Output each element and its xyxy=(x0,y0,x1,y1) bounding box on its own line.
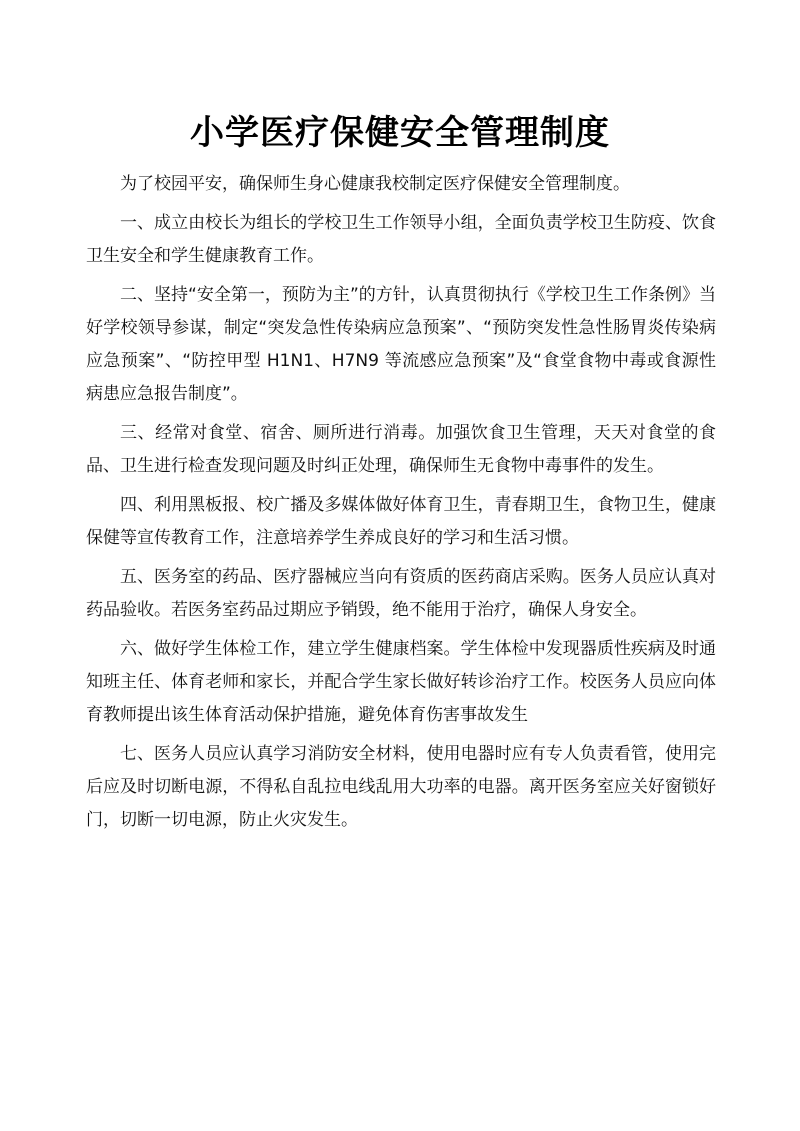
paragraph-6-physical-exam: 六、做好学生体检工作，建立学生健康档案。学生体检中发现器质性疾病及时通知班主任、体育老师和家长，并配合学生家长做好转诊治疗工作。校医务人员应向体育教师提出该生体育活动保护措施，避免体育伤害事故发生 xyxy=(86,639,716,725)
document-body xyxy=(86,168,716,843)
paragraph-7-fire-safety: 七、医务人员应认真学习消防安全材料，使用电器时应有专人负责看管，使用完后应及时切断电源，不得私自乱拉电线乱用大功率的电器。离开医务室应关好窗锁好门，切断一切电源，防止火灾发生。 xyxy=(86,744,716,830)
paragraph-intro: 为了校园平安，确保师生身心健康我校制定医疗保健安全管理制度。 xyxy=(120,174,630,194)
paragraph-2-prevention-policy: 二、坚持“安全第一，预防为主”的方针，认真贯彻执行《学校卫生工作条例》当好学校领导参谋，制定“突发急性传染病应急预案”、“预防突发性急性肠胃炎传染病应急预案”、“防控甲型 H1N1、H7N9 等流感应急预案”及“食堂食物中毒或食源性病患应急报告制度”。 xyxy=(86,285,716,404)
document-title: 小学医疗保健安全管理制度 xyxy=(190,113,610,153)
paragraph-5-medicine-procurement: 五、医务室的药品、医疗器械应当向有资质的医药商店采购。医务人员应认真对药品验收。若医务室药品过期应予销毁，绝不能用于治疗，确保人身安全。 xyxy=(86,567,716,620)
paragraph-4-health-education: 四、利用黑板报、校广播及多媒体做好体育卫生，青春期卫生，食物卫生，健康保健等宣传教育工作，注意培养学生养成良好的学习和生活习惯。 xyxy=(86,495,716,548)
paragraph-3-disinfection: 三、经常对食堂、宿舍、厕所进行消毒。加强饮食卫生管理，天天对食堂的食品、卫生进行检查发现问题及时纠正处理，确保师生无食物中毒事件的发生。 xyxy=(86,423,716,476)
paragraph-1-leadership-group: 一、成立由校长为组长的学校卫生工作领导小组，全面负责学校卫生防疫、饮食卫生安全和学生健康教育工作。 xyxy=(86,213,716,266)
